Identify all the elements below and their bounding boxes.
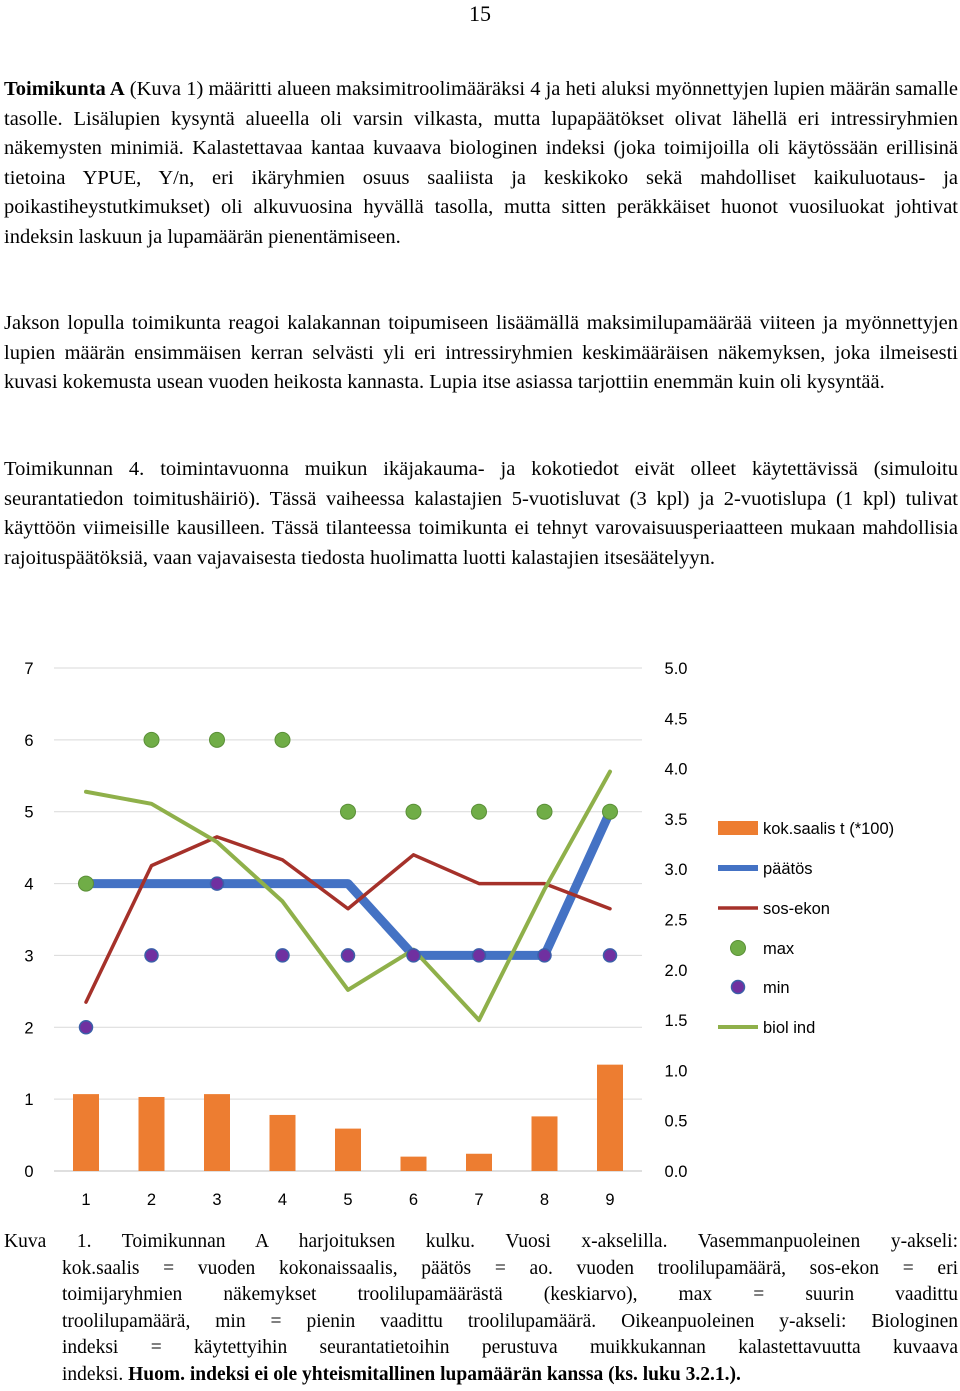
bar-kok-saalis xyxy=(73,1094,99,1171)
marker-max xyxy=(144,732,159,747)
marker-min xyxy=(538,949,551,962)
x-tick-label: 2 xyxy=(146,1191,157,1209)
x-tick-label: 8 xyxy=(539,1191,550,1209)
paragraph-toimintavuonna: Toimikunnan 4. toimintavuonna muikun ikäjakauma- ja kokotiedot eivät olleet käytettävissä (simuloitu seurantatiedon toimitushäiriö). Tässä vaiheessa kalastajien 5-vuotisluvat (3 kpl) ja 2-vuotislupa (1 kpl) tulivat käyttöön viimeisille kausilleen. Tässä tilanteessa toimikunta ei tehnyt varovaisuusperiaatteen mukaan mahdollisia rajoituspäätöksiä, vaan vajavaisesta tiedosta huolimatta luotti kalastajien itsesäätelyyn. xyxy=(4,458,958,569)
x-tick-label: 3 xyxy=(212,1191,222,1209)
marker-min xyxy=(473,949,486,962)
bar-kok-saalis xyxy=(335,1129,361,1171)
caption-line-6-text: indeksi. xyxy=(62,1363,129,1385)
y-left-tick-label: 4 xyxy=(24,875,34,894)
figure-caption xyxy=(4,1229,958,1388)
y-right-tick-label: 3.0 xyxy=(664,861,688,880)
caption-line-1: Kuva 1. Toimikunnan A harjoituksen kulku. Vuosi x-akselilla. Vasemmanpuoleinen y-akseli: xyxy=(4,1231,958,1252)
marker-min xyxy=(407,949,420,962)
chart-gridlines xyxy=(54,668,642,1171)
marker-max xyxy=(406,804,421,819)
x-tick-label: 6 xyxy=(408,1191,419,1209)
caption-line-4: troolilupamäärä, min = pienin vaadittu troolilupamäärä. Oikeanpuoleinen y-akseli: Biologinen xyxy=(62,1310,958,1332)
legend-label: sos-ekon xyxy=(763,900,830,918)
y-left-tick-label: 7 xyxy=(24,660,34,678)
x-tick-label: 1 xyxy=(81,1191,91,1209)
figure-chart xyxy=(0,640,960,1220)
y-right-tick-label: 1.0 xyxy=(664,1062,688,1081)
legend-label: päätös xyxy=(763,860,813,878)
marker-max xyxy=(603,804,618,819)
y-right-tick-label: 1.5 xyxy=(664,1012,688,1031)
y-left-tick-label: 1 xyxy=(24,1091,34,1110)
caption-note-bold: Huom. indeksi ei ole yhteismitallinen lupamäärän kanssa (ks. luku 3.2.1.). xyxy=(128,1363,741,1385)
y-right-tick-label: 4.5 xyxy=(664,710,688,729)
paragraph-jakson-lopulla: Jakson lopulla toimikunta reagoi kalakannan toipumiseen lisäämällä maksimilupamäärää viiteen ja myönnettyjen lupien määrän ensimmäisen kerran selvästi yli eri intressiryhmien keskimääräisen näkemyksen, joka ilmeisesti kuvasi kokemusta usean vuoden heikosta kannasta. Lupia itse asiassa tarjottiin enemmän kuin oli kysyntää. xyxy=(4,312,958,393)
y-left-tick-label: 3 xyxy=(24,947,34,966)
chart-legend xyxy=(718,820,894,1037)
bar-kok-saalis xyxy=(466,1154,492,1171)
y-left-tick-label: 6 xyxy=(24,731,34,750)
y-right-tick-label: 5.0 xyxy=(664,660,688,678)
y-right-tick-label: 2.0 xyxy=(664,961,688,980)
caption-line-6 xyxy=(4,1362,958,1389)
y-left-tick-label: 5 xyxy=(24,803,34,822)
legend-label: kok.saalis t (*100) xyxy=(763,820,895,838)
marker-min xyxy=(80,1021,93,1034)
caption-line-5: indeksi = käytettyihin seurantatietoihin perustuva muikkukannan kalastettavuutta kuvaava xyxy=(62,1337,958,1358)
x-tick-label: 4 xyxy=(277,1191,288,1209)
x-tick-label: 9 xyxy=(605,1191,615,1209)
legend-label: min xyxy=(763,979,790,997)
y-left-tick-label: 2 xyxy=(24,1019,34,1038)
marker-min xyxy=(276,949,289,962)
legend-label: max xyxy=(763,940,795,958)
y-right-tick-label: 0.0 xyxy=(664,1163,688,1181)
marker-min xyxy=(604,949,617,962)
y-left-tick-label: 0 xyxy=(24,1163,34,1181)
bar-kok-saalis xyxy=(597,1065,623,1171)
y-right-tick-label: 0.5 xyxy=(664,1112,688,1131)
caption-line-3: toimijaryhmien näkemykset troolilupamäärästä (keskiarvo), max = suurin vaadittu xyxy=(62,1284,958,1305)
marker-max xyxy=(472,804,487,819)
legend-swatch-min xyxy=(732,981,745,994)
marker-max xyxy=(79,876,94,891)
legend-swatch-max xyxy=(731,941,746,956)
x-tick-label: 7 xyxy=(474,1191,484,1209)
marker-min xyxy=(211,877,224,890)
marker-max xyxy=(537,804,552,819)
y-right-tick-label: 3.5 xyxy=(664,810,688,829)
paragraph-body: (Kuva 1) määritti alueen maksimitroolimääräksi 4 ja heti aluksi myönnettyjen lupien määrän samalle tasolle. Lisälupien kysyntä alueella oli varsin vilkasta, mutta lupapäätökset olivat lähellä eri intressiryhmien näkemysten minimiä. Kalastettavaa kantaa kuvaava biologinen indeksi (joka toimijoilla oli käytössään erillisinä tietoina YPUE, Y/n, eri ikäryhmien osuus saaliista ja keskikoko sekä mahdolliset kaikuluotaus- ja poikastiheystutkimukset) oli alkuvuosina hyvällä tasolla, mutta sitten peräkkäiset huonot vuosiluokat johtivat indeksin laskuun ja lupamäärän pienentämiseen. xyxy=(4,78,959,248)
bar-kok-saalis xyxy=(204,1094,230,1171)
marker-max xyxy=(210,732,225,747)
bar-kok-saalis xyxy=(270,1115,296,1171)
caption-line-2: kok.saalis = vuoden kokonaissaalis, päätös = ao. vuoden troolilupamäärä, sos-ekon = eri xyxy=(62,1257,958,1279)
marker-min xyxy=(342,949,355,962)
paragraph-lead-bold: Toimikunta A xyxy=(4,78,125,100)
marker-min xyxy=(145,949,158,962)
legend-swatch-kok-saalis xyxy=(718,821,758,835)
paragraph-toimikunta-a xyxy=(4,75,958,252)
axis-ticks xyxy=(24,660,687,1209)
marker-max xyxy=(341,804,356,819)
bar-kok-saalis xyxy=(139,1097,165,1171)
bar-kok-saalis xyxy=(532,1116,558,1171)
page-number: 15 xyxy=(469,1,491,26)
y-right-tick-label: 2.5 xyxy=(664,911,688,930)
legend-label: biol ind xyxy=(763,1019,816,1037)
bar-kok-saalis xyxy=(401,1157,427,1171)
x-tick-label: 5 xyxy=(343,1191,353,1209)
bar-series-kok-saalis xyxy=(73,1065,623,1171)
y-right-tick-label: 4.0 xyxy=(664,760,688,779)
marker-max xyxy=(275,732,290,747)
